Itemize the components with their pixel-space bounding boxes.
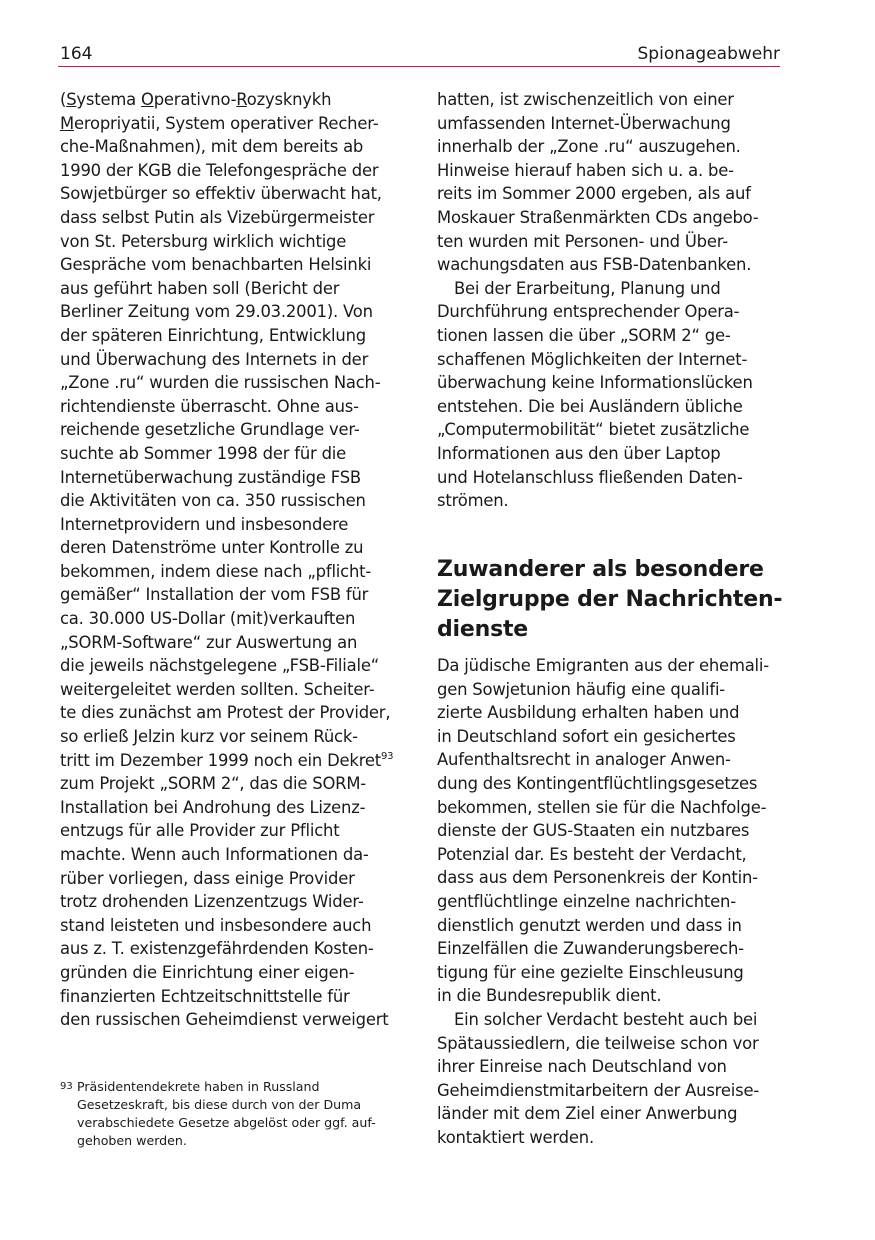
heading-line: dienste (437, 617, 529, 642)
footnote-number: 93 (60, 1081, 73, 1092)
text-line: tionen lassen die über „SORM 2“ ge- (437, 325, 731, 345)
page-number: 164 (60, 44, 93, 64)
text-line: Durchführung entsprechender Opera- (437, 302, 740, 322)
text-line: ihrer Einreise nach Deutschland von (437, 1057, 727, 1077)
text-line: zum Projekt „SORM 2“, das die SORM- (60, 774, 367, 794)
text-line: in die Bundesrepublik dient. (437, 986, 662, 1006)
text-line: schaffenen Möglichkeiten der Internet- (437, 349, 748, 369)
left-column (60, 88, 405, 1032)
section-heading (437, 555, 787, 645)
text-line: entzugs für alle Provider zur Pflicht (60, 821, 340, 841)
text-line (60, 112, 405, 136)
text-line: Berliner Zeitung vom 29.03.2001). Von (60, 302, 373, 322)
text-line: bekommen, stellen sie für die Nachfolge- (437, 797, 767, 817)
text-line: länder mit dem Ziel einer Anwerbung (437, 1104, 738, 1124)
text-line: den russischen Geheimdienst verweigert (60, 1010, 389, 1030)
text-line: von St. Petersburg wirklich wichtige (60, 231, 347, 251)
text-line: gemäßer“ Installation der vom FSB für (60, 585, 369, 605)
text-line: ca. 30.000 US-Dollar (mit)verkauften (60, 609, 356, 629)
line-text: tritt im Dezember 1999 noch ein Dekret (60, 750, 381, 770)
text-line: gentflüchtlinge einzelne nachrichten- (437, 891, 736, 911)
footnote-line: Präsidentendekrete haben in Russland (77, 1079, 320, 1094)
text-line: reichende gesetzliche Grundlage ver- (60, 420, 360, 440)
footnote-reference[interactable]: 93 (380, 750, 394, 762)
text-line: entstehen. Die bei Ausländern übliche (437, 396, 743, 416)
footnote-line: gehoben werden. (77, 1133, 187, 1148)
text-line: kontaktiert werden. (437, 1127, 594, 1147)
text-line: und Überwachung des Internets in der (60, 349, 369, 369)
text-line: in Deutschland sofort ein gesichertes (437, 726, 736, 746)
text-line: Gespräche vom benachbarten Helsinki (60, 255, 372, 275)
text-line: „SORM-Software“ zur Auswertung an (60, 632, 358, 652)
text-line: weitergeleitet werden sollten. Scheiter- (60, 679, 375, 699)
text-line: aus geführt haben soll (Bericht der (60, 278, 340, 298)
text-line: strömen. (437, 491, 509, 511)
acronym-part: S (66, 90, 77, 109)
text-line: trotz drohenden Lizenzentzugs Wider- (60, 892, 364, 912)
text-line: (Systema Operativno-Rozysknykh (60, 90, 332, 109)
text-line: hatten, ist zwischenzeitlich von einer (437, 90, 734, 109)
text-line: Einzelfällen die Zuwanderungsberech- (437, 939, 744, 959)
text-line: Geheimdienstmitarbeitern der Ausreise- (437, 1080, 760, 1100)
text-line: Ein solcher Verdacht besteht auch bei (454, 1009, 758, 1029)
text-line: machte. Wenn auch Informationen da- (60, 845, 369, 864)
text-line: Internetprovidern und insbesondere (60, 514, 349, 534)
text-line: gen Sowjetunion häufig eine qualifi- (437, 679, 726, 699)
text-line: dass aus dem Personenkreis der Kontin- (437, 868, 758, 888)
text-line: te dies zunächst am Protest der Provider, (60, 703, 391, 723)
text-line: so erließ Jelzin kurz vor seinem Rück- (60, 727, 358, 747)
text-line: „Zone .ru“ wurden die russischen Nach- (60, 373, 381, 393)
text-line: Spätaussiedlern, die teilweise schon vor (437, 1033, 759, 1053)
text-line: aus z. T. existenzgefährdenden Kosten- (60, 939, 374, 959)
acronym-part: ozysknykh (246, 90, 332, 109)
text-line: deren Datenströme unter Kontrolle zu (60, 538, 364, 558)
heading-line: Zielgruppe der Nachrichten- (437, 587, 783, 612)
text-line: Installation bei Androhung des Lizenz- (60, 797, 366, 817)
text-line: „Computermobilität“ bietet zusätzliche (437, 420, 750, 440)
right-column-top (437, 88, 787, 513)
footnote-line: verabschiedete Gesetze abgelöst oder ggf. auf- (77, 1115, 376, 1130)
text-line (60, 749, 405, 773)
text-line: gründen die Einrichtung einer eigen- (60, 962, 355, 982)
text-line: ten wurden mit Personen- und Über- (437, 231, 728, 251)
text-line: Potenzial dar. Es besteht der Verdacht, (437, 844, 747, 864)
text-line: bekommen, indem diese nach „pflicht- (60, 561, 372, 581)
text-line: rüber vorliegen, dass einige Provider (60, 868, 355, 888)
text-line: Sowjetbürger so effektiv überwacht hat, (60, 184, 382, 204)
text-line: Informationen aus den über Laptop (437, 443, 721, 463)
text-line: dung des Kontingentflüchtlingsgesetzes (437, 773, 758, 793)
text-line: die jeweils nächstgelegene „FSB-Filiale“ (60, 656, 380, 676)
text-line: dass selbst Putin als Vizebürgermeister (60, 207, 375, 227)
text-line: 1990 der KGB die Telefongespräche der (60, 160, 379, 180)
text-line: Internetüberwachung zuständige FSB (60, 467, 361, 487)
text-line: wachungsdaten aus FSB-Datenbanken. (437, 255, 752, 275)
text-line: suchte ab Sommer 1998 der für die (60, 443, 347, 463)
acronym-part: ystema (76, 90, 141, 109)
text-line: umfassenden Internet-Überwachung (437, 113, 731, 133)
acronym-part: O (141, 90, 154, 109)
footnote-text (77, 1078, 407, 1150)
acronym-part: perativno- (153, 90, 237, 109)
footnote-line: Gesetzeskraft, bis diese durch von der Duma (77, 1097, 362, 1112)
acronym-part: eropriyatii, System operativer Recher- (73, 113, 379, 133)
text-line: innerhalb der „Zone .ru“ auszugehen. (437, 137, 741, 157)
right-column-bottom (437, 654, 787, 1149)
text-line: tigung für eine gezielte Einschleusung (437, 962, 744, 982)
running-title: Spionageabwehr (637, 44, 780, 64)
text-line: und Hotelanschluss fließenden Daten- (437, 467, 743, 487)
text-line: dienste der GUS-Staaten ein nutzbares (437, 821, 750, 841)
text-line: che-Maßnahmen), mit dem bereits ab (60, 137, 364, 157)
text-line: überwachung keine Informationslücken (437, 373, 753, 393)
running-header (58, 44, 780, 67)
text-line: finanzierten Echtzeitschnittstelle für (60, 986, 350, 1006)
text-line: stand leisteten und insbesondere auch (60, 915, 372, 935)
text-line: Da jüdische Emigranten aus der ehemali- (437, 656, 769, 675)
text-line: zierte Ausbildung erhalten haben und (437, 703, 740, 723)
acronym-part: M (60, 113, 74, 133)
text-line: Bei der Erarbeitung, Planung und (454, 278, 721, 298)
acronym-part: R (236, 90, 247, 109)
text-line: der späteren Einrichtung, Entwicklung (60, 325, 366, 345)
heading-line: Zuwanderer als besondere (437, 557, 764, 582)
text-line: reits im Sommer 2000 ergeben, als auf (437, 184, 751, 204)
text-line: Moskauer Straßenmärkten CDs angebo- (437, 207, 759, 227)
text-line: richtendienste überrascht. Ohne aus- (60, 396, 359, 416)
text-line: Hinweise hierauf haben sich u. a. be- (437, 160, 734, 180)
text-line: die Aktivitäten von ca. 350 russischen (60, 491, 366, 511)
text-line: Aufenthaltsrecht in analoger Anwen- (437, 750, 731, 770)
text-line: dienstlich genutzt werden und dass in (437, 915, 742, 935)
